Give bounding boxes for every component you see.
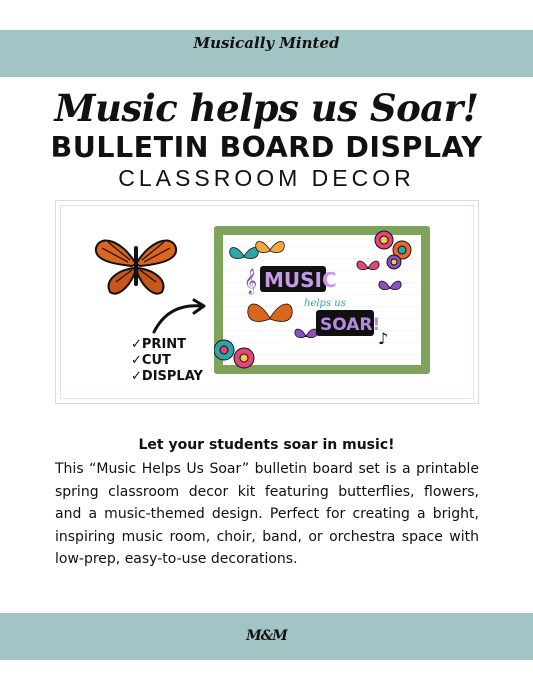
description-heading: Let your students soar in music! bbox=[138, 437, 395, 453]
checklist-item: ✓DISPLAY bbox=[131, 369, 203, 384]
board-word-music: MUSIC bbox=[264, 268, 337, 292]
page-title: BULLETIN BOARD DISPLAY bbox=[50, 131, 483, 164]
description-body: This “Music Helps Us Soar” bulletin board set is a printable spring classroom decor kit featuring butterflies, flowers, and a music-themed design. Perfect for creating a bright, inspiring music room, choir, band, or orchestra space with low-prep, easy-to-use decorations. bbox=[55, 461, 479, 567]
checklist-item: ✓CUT bbox=[131, 353, 171, 368]
arrow-icon bbox=[150, 296, 210, 336]
board-word-soar: SOAR! bbox=[320, 315, 381, 335]
brand-logo-top: Musically Minted bbox=[193, 34, 340, 52]
svg-text:𝄞: 𝄞 bbox=[244, 269, 258, 294]
board-word-helps: helps us bbox=[304, 298, 346, 309]
script-title: Music helps us Soar! bbox=[54, 86, 479, 130]
bulletin-board-decor bbox=[214, 226, 430, 374]
butterfly-icon bbox=[92, 234, 180, 298]
page-subtitle: CLASSROOM DECOR bbox=[118, 165, 415, 191]
checklist-item: ✓PRINT bbox=[131, 337, 187, 352]
brand-logo-bottom: M&M bbox=[246, 628, 287, 644]
checklist bbox=[131, 337, 203, 385]
svg-text:♪: ♪ bbox=[378, 329, 389, 348]
music-word-art bbox=[260, 266, 380, 336]
